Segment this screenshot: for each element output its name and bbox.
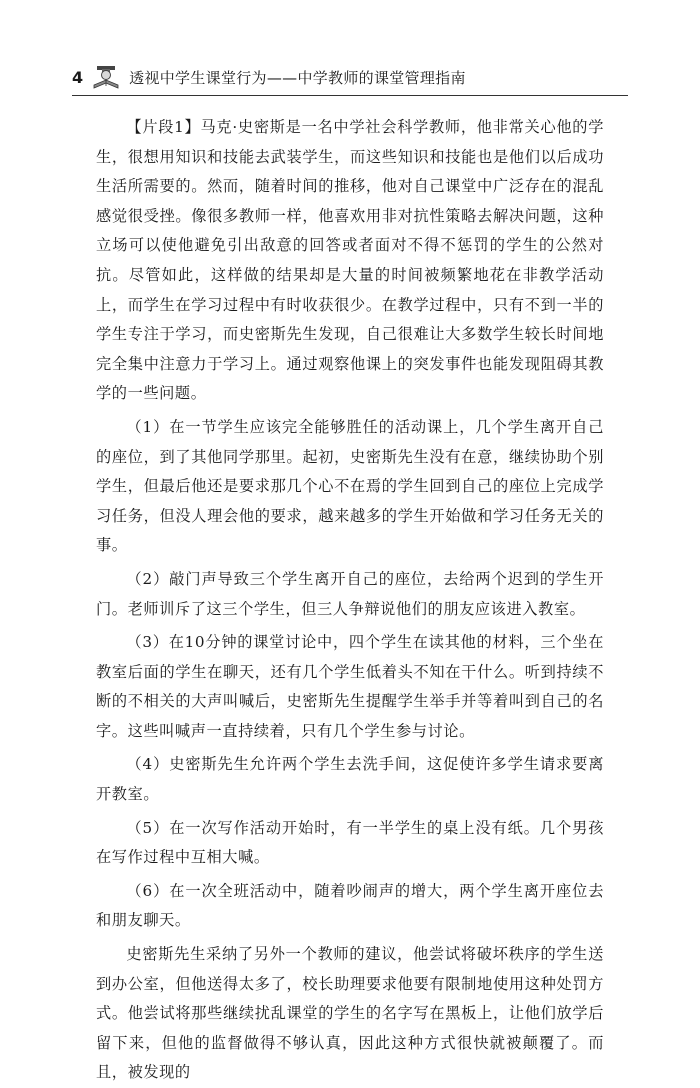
paragraph-item-3: （3）在10分钟的课堂讨论中，四个学生在读其他的材料，三个坐在教室后面的学生在聊天，还有几个学生低着头不知在干什么。听到持续不断的不相关的大声叫喊后，史密斯先生提醒学生举手并等着叫到自己的名字。这些叫喊声一直持续着，只有几个学生参与讨论。 [96,633,604,740]
paragraph-item-5: （5）在一次写作活动开始时，有一半学生的桌上没有纸。几个男孩在写作过程中互相大喊。 [96,818,604,867]
paragraph-item-6: （6）在一次全班活动中，随着吵闹声的增大，两个学生离开座位去和朋友聊天。 [96,881,604,930]
reading-student-icon [91,64,121,90]
page-header [72,62,628,92]
paragraph-item-2: （2）敲门声导致三个学生离开自己的座位，去给两个迟到的学生开门。老师训斥了这三个学生，但三人争辩说他们的朋友应该进入教室。 [96,569,604,618]
body-text [96,113,604,1088]
paragraph-intro: 【片段1】马克·史密斯是一名中学社会科学教师，他非常关心他的学生，很想用知识和技能去武装学生，而这些知识和技能也是他们以后成功生活所需要的。然而，随着时间的推移，他对自己课堂中广泛存在的混乱感觉很受挫。像很多教师一样，他喜欢用非对抗性策略去解决问题，这种立场可以使他避免引出敌意的回答或者面对不得不惩罚的学生的公然对抗。尽管如此，这样做的结果却是大量的时间被频繁地花在非教学活动上，而学生在学习过程中有时收获很少。在教学过程中，只有不到一半的学生专注于学习，而史密斯先生发现，自己很难让大多数学生较长时间地完全集中注意力于学习上。通过观察他课上的突发事件也能发现阻碍其教学的一些问题。 [96,118,604,403]
page-number: 4 [72,67,84,87]
header-divider [72,95,628,96]
paragraph-followup: 史密斯先生采纳了另外一个教师的建议，他尝试将破坏秩序的学生送到办公室，但他送得太多了，校长助理要求他要有限制地使用这种处罚方式。他尝试将那些继续扰乱课堂的学生的名字写在黑板上，让他们放学后留下来，但他的监督做得不够认真，因此这种方式很快就被颠覆了。而且，被发现的 [96,945,604,1082]
paragraph-item-4: （4）史密斯先生允许两个学生去洗手间，这促使许多学生请求要离开教室。 [96,755,604,804]
header-title: 透视中学生课堂行为——中学教师的课堂管理指南 [129,68,466,87]
paragraph-item-1: （1）在一节学生应该完全能够胜任的活动课上，几个学生离开自己的座位，到了其他同学那里。起初，史密斯先生没有在意，继续协助个别学生，但最后他还是要求那几个心不在焉的学生回到自己的座位上完成学习任务，但没人理会他的要求，越来越多的学生开始做和学习任务无关的事。 [96,417,604,555]
